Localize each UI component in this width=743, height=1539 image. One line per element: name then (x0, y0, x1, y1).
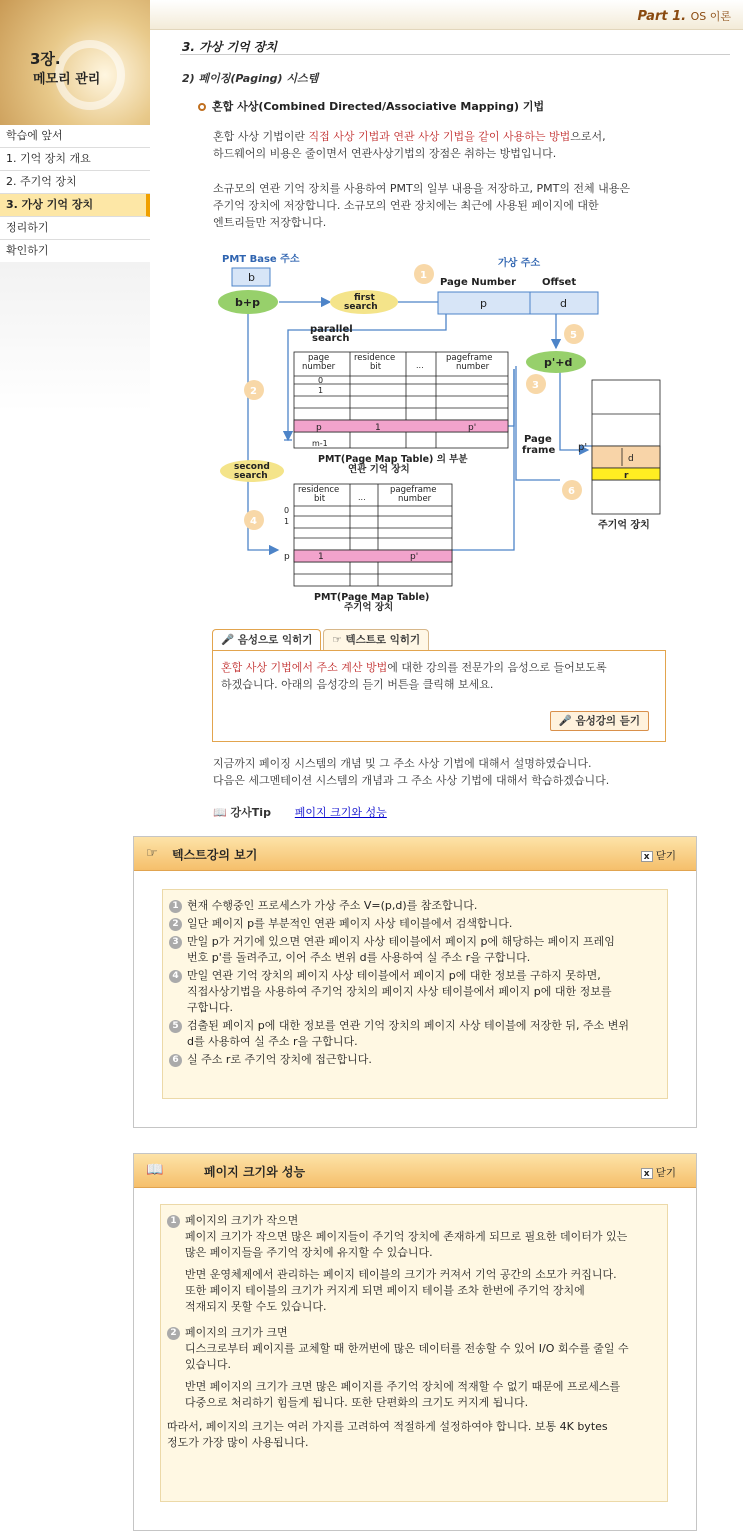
diagram-row-0: 0 (318, 376, 324, 385)
diagram-b: b (248, 271, 255, 284)
hand-pointer-icon: ☞ (146, 846, 158, 861)
sidebar-item-quiz[interactable]: 확인하기 (0, 240, 150, 263)
microphone-icon: 🎤 (221, 634, 235, 646)
diagram-pprime-2: p' (410, 552, 419, 562)
chapter-title: 메모리 관리 (33, 72, 101, 87)
tab-content (212, 650, 666, 742)
diagram-offset: Offset (542, 277, 577, 288)
diagram-virtual-address: 가상 주소 (498, 258, 541, 269)
diagram-col2-res: residence bit (298, 485, 340, 504)
diagram-step-5: 5 (570, 330, 577, 341)
close-button[interactable]: x 닫기 (641, 848, 676, 863)
diagram-pprime: p' (468, 423, 477, 433)
tab-content-text: 혼합 사상 기법에서 주소 계산 방법에 대한 강의를 전문가의 음성으로 들어보도록 하겠습니다. 아래의 음성강의 듣기 버튼을 클릭해 보세요. (221, 661, 607, 691)
diagram-step-2: 2 (250, 386, 257, 397)
diagram-pmt-caption-1: PMT(Page Map Table) (314, 592, 430, 603)
sidebar-item-virtual-memory[interactable]: 3. 가상 기억 장치 (0, 194, 150, 217)
sidebar-fade (0, 262, 150, 412)
diagram-page-frame: Page frame (522, 434, 556, 456)
diagram-col-page: page number (302, 353, 336, 372)
tab-text[interactable]: ☞ 텍스트로 익히기 (323, 629, 429, 651)
list-item: 1 현재 수행중인 프로세스가 가상 주소 V=(p,d)를 참조합니다. (169, 898, 661, 914)
diagram-col-res: residence bit (354, 353, 396, 372)
page-size-title: 페이지 크기와 성능 (204, 1165, 306, 1179)
diagram-col-frame: pageframe number (446, 353, 493, 372)
diagram-step-1: 1 (420, 270, 427, 281)
close-button[interactable]: x 닫기 (641, 1165, 676, 1180)
diagram-col2-dots: ... (358, 493, 366, 502)
diagram-dd: d (628, 454, 634, 464)
diagram-second-search: second search (234, 462, 270, 481)
close-icon: x (641, 1168, 653, 1179)
sidebar-menu (0, 125, 150, 263)
diagram-row2-0: 0 (284, 506, 290, 515)
diagram-assoc-caption-2: 연관 기억 장치 (348, 464, 410, 475)
diagram-res-1: 1 (375, 423, 381, 433)
paragraph: 반면 운영체제에서 관리하는 페이지 테이블의 크기가 커져서 기억 공간의 소모가 커집니다. 또한 페이지 테이블의 크기가 커지게 되면 페이지 테이블 조차 한번에 주기억 장치에 적재되지 못할 수도 있습니다. (185, 1268, 617, 1313)
diagram-parallel-search: parallel search (310, 324, 353, 344)
chapter-banner (0, 0, 150, 125)
diagram-col2-frame: pageframe number (390, 485, 437, 504)
tip-link-page-size[interactable]: 페이지 크기와 성능 (294, 806, 387, 819)
diagram-row-p: p (316, 423, 322, 433)
top-bar (150, 0, 743, 30)
hand-pointer-icon: ☞ (332, 634, 342, 646)
diagram-main-memory: 주기억 장치 (598, 520, 650, 531)
learning-tabs (212, 629, 431, 651)
diagram-first-search: first search (344, 293, 378, 312)
diagram-res2-1: 1 (318, 552, 324, 562)
section-divider (180, 54, 730, 55)
diagram-bp: b+p (235, 296, 260, 309)
diagram-pmt-caption-2: 주기억 장치 (344, 602, 394, 613)
paragraph: 따라서, 페이지의 크기는 여러 가지를 고려하여 적절하게 설정하여야 합니다. 보통 4K bytes 정도가 가장 많이 사용됩니다. (167, 1420, 608, 1449)
diagram-step-6: 6 (568, 486, 575, 497)
text-lecture-header (134, 837, 696, 871)
paragraph-next: 지금까지 페이징 시스템의 개념 및 그 주소 사상 기법에 대해서 설명하였습니다. 다음은 세그멘테이션 시스템의 개념과 그 주소 사상 기법에 대해서 학습하겠습니다. (213, 757, 610, 787)
close-icon: x (641, 851, 653, 862)
diagram-p: p (480, 297, 487, 310)
list-item: 1 페이지의 크기가 작으면 페이지 크기가 작으면 많은 페이지들이 주기억 장치에 존재하게 되므로 필요한 데이터가 있는 많은 페이지들을 주기억 장치에 유지할 수 있습니다. (167, 1213, 661, 1261)
diagram-page-number: Page Number (440, 277, 517, 288)
listen-audio-button[interactable]: 🎤 음성강의 듣기 (550, 711, 649, 731)
sidebar-item-main-memory[interactable]: 2. 주기억 장치 (0, 171, 150, 194)
diagram-assoc-caption-1: PMT(Page Map Table) 의 부분 (318, 454, 468, 465)
diagram-d: d (560, 297, 567, 310)
list-item: 2 페이지의 크기가 크면 디스크로부터 페이지를 교체할 때 한꺼번에 많은 데이터를 전송할 수 있어 I/O 회수를 줄일 수 있습니다. (167, 1325, 661, 1373)
diagram-pd: p'+d (544, 356, 573, 369)
diagram-row-1: 1 (318, 386, 324, 395)
page-size-panel (133, 1153, 697, 1531)
diagram-col-dots: ... (416, 361, 424, 370)
list-item: 6 실 주소 r로 주기억 장치에 접근합니다. (169, 1052, 661, 1068)
paragraph: 반면 페이지의 크기가 크면 많은 페이지를 주기억 장치에 적재할 수 없기 때문에 프로세스를 다중으로 처리하기 힘들게 됩니다. 또한 단편화의 크기도 커지게 됩니다. (185, 1380, 621, 1409)
list-item: 4 만일 연관 기억 장치의 페이지 사상 테이블에서 페이지 p에 대한 정보를 구하지 못하면, 직접사상기법을 사용하여 주기억 장치의 페이지 사상 테이블에서 페이지 p에 대한 정보를 구합니다. (169, 968, 661, 1016)
diagram-pp: p' (578, 442, 588, 453)
paragraph-description: 소규모의 연관 기억 장치를 사용하여 PMT의 일부 내용을 저장하고, PMT의 전체 내용은 주기억 장치에 저장합니다. 소규모의 연관 장치에는 최근에 사용된 페이지에 대한 엔트리들만 저장합니다. (213, 182, 631, 229)
microphone-icon: 🎤 (558, 715, 572, 727)
page-size-body (160, 1204, 668, 1502)
diagram-row-m1: m-1 (312, 439, 328, 448)
list-item: 2 일단 페이지 p를 부분적인 연관 페이지 사상 테이블에서 검색합니다. (169, 916, 661, 932)
book-icon: 📖 (146, 1162, 164, 1178)
topic-title: 혼합 사상(Combined Directed/Associative Mapping) 기법 (198, 98, 544, 114)
paragraph-definition: 혼합 사상 기법이란 직접 사상 기법과 연관 사상 기법을 같이 사용하는 방법으로서, 하드웨어의 비용은 줄이면서 연관사상기법의 장점은 취하는 방법입니다. (213, 130, 606, 160)
diagram-row2-p: p (284, 552, 290, 562)
bullet-icon (198, 103, 206, 111)
diagram-step-4: 4 (250, 516, 257, 527)
diagram-step-3: 3 (532, 380, 539, 391)
chapter-number: 3장. (30, 50, 61, 68)
tab-audio[interactable]: 🎤 음성으로 익히기 (212, 629, 321, 651)
diagram-row2-1: 1 (284, 517, 290, 526)
sidebar-item-memory-overview[interactable]: 1. 기억 장치 개요 (0, 148, 150, 171)
sidebar-item-summary[interactable]: 정리하기 (0, 217, 150, 240)
diagram-pmt-base: PMT Base 주소 (222, 254, 300, 265)
part-label: Part 1. OS 이론 (637, 9, 731, 24)
list-item: 3 만일 p가 거기에 있으면 연관 페이지 사상 테이블에서 페이지 p에 해당하는 페이지 프레임 번호 p'를 돌려주고, 이어 주소 변위 d를 사용하여 실 주소 r을 구합니다. (169, 934, 661, 966)
book-icon: 📖 (213, 806, 227, 819)
text-lecture-panel (133, 836, 697, 1128)
subsection-title: 2) 페이징(Paging) 시스템 (182, 72, 319, 85)
combined-mapping-diagram (210, 250, 680, 620)
text-lecture-body (162, 889, 668, 1099)
diagram-r: r (624, 471, 629, 481)
section-title: 3. 가상 기억 장치 (182, 40, 277, 54)
text-lecture-title: 텍스트강의 보기 (172, 848, 258, 862)
page-size-header (134, 1154, 696, 1188)
list-item: 5 검출된 페이지 p에 대한 정보를 연관 기억 장치의 페이지 사상 테이블에 저장한 뒤, 주소 변위 d를 사용하여 실 주소 r을 구합니다. (169, 1018, 661, 1050)
instructor-tip: 📖 강사Tip 페이지 크기와 성능 (213, 806, 387, 819)
sidebar-item-intro[interactable]: 학습에 앞서 (0, 125, 150, 148)
